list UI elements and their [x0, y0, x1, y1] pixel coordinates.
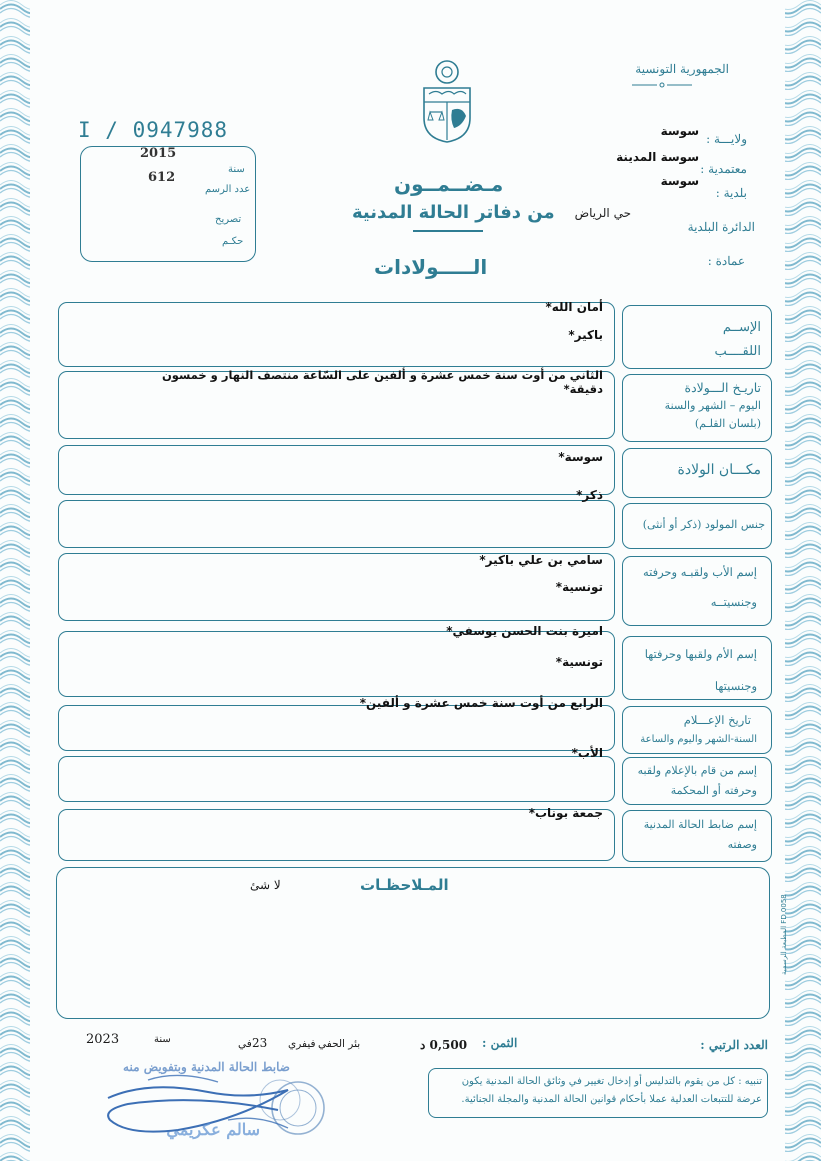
- issue-place: بئر الحفي: [318, 1038, 361, 1050]
- omada-label: عمادة :: [707, 254, 745, 268]
- gender-value: ذكر*: [576, 488, 603, 502]
- baladia-label: بلدية :: [715, 186, 747, 200]
- right-guilloche-border: [777, 0, 821, 1161]
- baladia-value: سوسة: [660, 174, 699, 188]
- registry-number-value: 612: [148, 170, 176, 185]
- birthplace-label: مكـــان الولادة: [677, 462, 761, 478]
- birthplace-value: سوسة*: [558, 450, 603, 464]
- civil-registry-subtitle: من دفاتر الحالة المدنية: [352, 202, 555, 223]
- last-name-value: باكير*: [568, 328, 603, 342]
- officer-sublabel: وصفته: [727, 838, 757, 851]
- price-value: 0,500 د: [420, 1038, 468, 1052]
- wilaya-label: ولايـــة :: [706, 132, 747, 146]
- gender-label: جنس المولود (ذكر أو أنثى): [642, 518, 765, 531]
- declarant-value-box: [58, 756, 615, 802]
- declaration-date-sublabel: السنة-الشهر واليوم والساعة: [640, 734, 757, 745]
- birthdate-value: الثاني من أوت سنة خمس عشرة و ألفين على السّاعة منتصف النهار و خمسون دقيقة*: [161, 368, 603, 396]
- issue-year-label: سنة: [154, 1034, 171, 1045]
- mother-name-value: اميرة بنت الحسن يوسفي*: [446, 624, 603, 638]
- price-label: الثمن :: [482, 1036, 518, 1050]
- printer-side-mark: المطبعة الرسمية FD 0058: [780, 894, 788, 975]
- declarant-label: إسم من قام بالإعلام ولقبه: [637, 764, 757, 777]
- registry-declaration-label: تصريح: [215, 214, 242, 225]
- registry-year-label: سنة: [228, 164, 245, 175]
- municipal-district-label: الدائرة البلدية: [687, 220, 755, 234]
- declarant-value: الأب*: [571, 746, 603, 760]
- issue-day: 23: [252, 1036, 268, 1050]
- order-number-label: العدد الرتبي :: [700, 1038, 768, 1052]
- coat-of-arms-emblem: [416, 58, 478, 144]
- father-label: إسم الأب ولقبـه وحرفته: [642, 565, 757, 579]
- republic-underline-ornament: [632, 80, 692, 90]
- registry-number-label: عدد الرسم: [205, 184, 251, 195]
- extract-title: مـضــمــون: [394, 172, 504, 196]
- declaration-date-value: الرابع من أوت سنة خمس عشرة و ألفين*: [359, 696, 603, 710]
- issue-date-prefix: في: [238, 1038, 252, 1050]
- father-sublabel: وجنسيتــه: [710, 595, 757, 609]
- registry-year-value: 2015: [140, 146, 177, 161]
- father-name-value: سامي بن علي باكير*: [479, 553, 603, 567]
- left-guilloche-border: [0, 0, 44, 1161]
- last-name-label: اللقــــب: [714, 344, 761, 359]
- officer-label: إسم ضابط الحالة المدنية: [643, 818, 757, 831]
- birthdate-words-note: (بلسان القلـم): [694, 417, 761, 430]
- motamadia-label: معتمدية :: [700, 162, 747, 176]
- wilaya-value: سوسة: [660, 124, 699, 138]
- births-title: الـــــولادات: [374, 255, 488, 279]
- republic-name: الجمهورية التونسية: [635, 62, 729, 76]
- mother-label: إسم الأم ولقبها وحرفتها: [644, 647, 757, 661]
- declaration-date-label: تاريخ الإعـــلام: [683, 713, 751, 727]
- stamp-text: ضابط الحالة المدنية وبتفويض منه: [123, 1060, 290, 1074]
- birthdate-sublabel: اليوم – الشهر والسنة: [664, 399, 761, 412]
- mother-nationality-value: تونسية*: [555, 655, 603, 669]
- issue-year: 2023: [86, 1032, 120, 1047]
- birthdate-label: تاريـخ الـــولادة: [684, 380, 761, 395]
- declaration-date-value-box: [58, 705, 615, 751]
- registry-judgment-label: حكـم: [222, 236, 244, 247]
- document-serial-number: I / 0947988: [78, 118, 229, 142]
- subtitle-underline: [413, 230, 483, 232]
- first-name-label: الإســم: [722, 320, 761, 335]
- legal-warning-text: تنبيه : كل من يقوم بالتدليس أو إدخال تغيير في وثائق الحالة المدنية يكون عرضة للتتبعات العدلية عملا بأحكام قوانين الحالة المدنية والمجلة الجنائية.: [461, 1076, 762, 1105]
- officer-value: جمعة بوناب*: [528, 806, 603, 820]
- father-nationality-value: تونسية*: [555, 580, 603, 594]
- signature-name: سالم عكريمي: [166, 1120, 260, 1139]
- issue-month: فيفري: [288, 1038, 316, 1050]
- municipal-district-value: حي الرياض: [574, 206, 631, 220]
- first-name-value: أمان الله*: [545, 300, 603, 314]
- remarks-label: المـلاحظـات: [360, 876, 449, 894]
- declarant-sublabel: وحرفته أو المحكمة: [670, 784, 757, 797]
- gender-value-box: [58, 500, 615, 548]
- motamadia-value: سوسة المدينة: [616, 150, 699, 164]
- remarks-value: لا شئ: [250, 878, 281, 892]
- mother-sublabel: وجنسيتها: [714, 679, 757, 693]
